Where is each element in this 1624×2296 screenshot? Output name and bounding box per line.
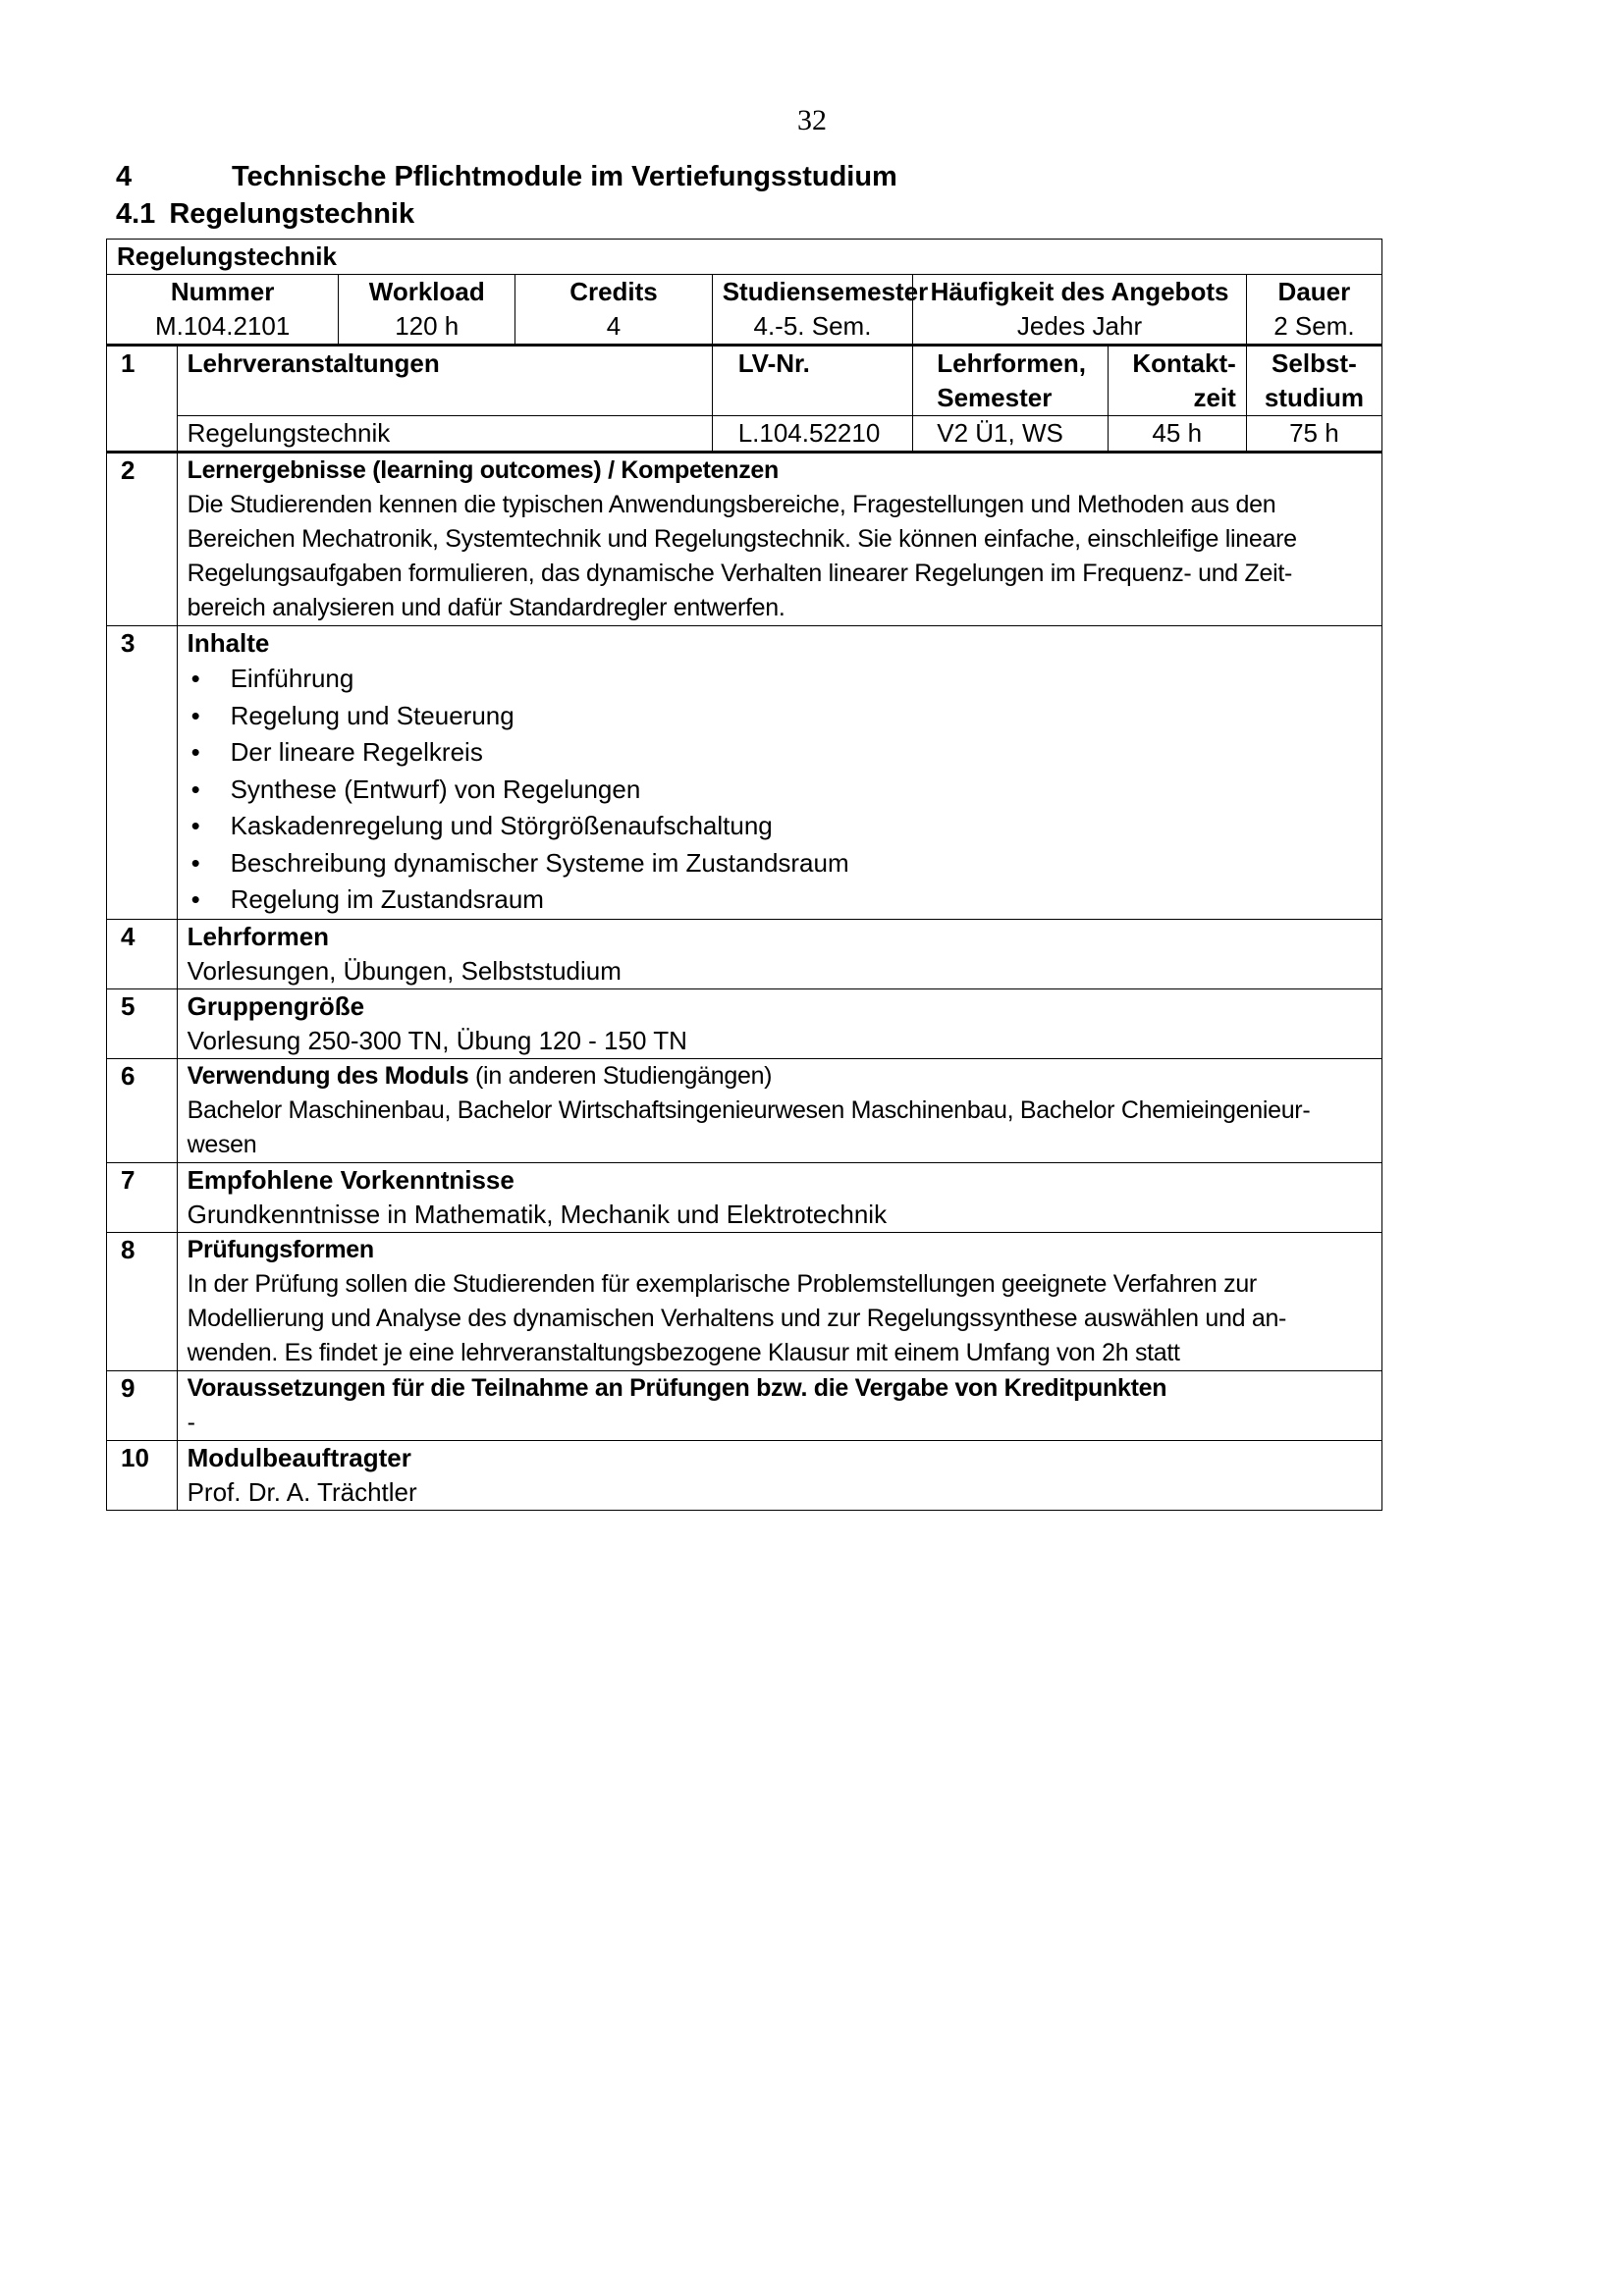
list-item: • Der lineare Regelkreis [188, 734, 1372, 772]
vorkenntnisse-text: Grundkenntnisse in Mathematik, Mechanik und Elektrotechnik [187, 1199, 888, 1229]
module-header-row [107, 275, 1382, 310]
header-haeufigkeit: Häufigkeit des Angebots [913, 275, 1247, 310]
header-workload: Workload [339, 275, 515, 310]
kontakt-header [1108, 346, 1246, 416]
row-verwendung [107, 1058, 1382, 1162]
pruefungsformen-content [177, 1232, 1381, 1370]
section-heading [116, 198, 414, 231]
row-modulbeauftragter [107, 1440, 1382, 1510]
module-name: Regelungstechnik [107, 240, 1382, 275]
row-number-3: 3 [107, 626, 178, 920]
row-number-1: 1 [107, 346, 178, 453]
lernergebnisse-line-1: Die Studierenden kennen die typischen Anwendungsbereiche, Fragestellungen und Methoden aus den [187, 491, 1276, 518]
header-studiensemester: Studiensemester [712, 275, 913, 310]
lehrformen-header [913, 346, 1108, 416]
pruefungsformen-line-3: wenden. Es findet je eine lehrveranstaltungsbezogene Klausur mit einem Umfang von 2h statt [187, 1338, 1180, 1366]
list-item: • Synthese (Entwurf) von Regelungen [188, 772, 1372, 809]
lehrformen-header-line-1: Lehrformen, [937, 348, 1086, 378]
value-credits: 4 [515, 309, 712, 346]
course-name: Regelungstechnik [177, 416, 712, 453]
inhalte-list [188, 661, 1372, 919]
pruefungsformen-title: Prüfungsformen [187, 1235, 374, 1263]
course-selbst: 75 h [1246, 416, 1381, 453]
lernergebnisse-content [177, 453, 1381, 626]
gruppengroesse-title: Gruppengröße [187, 990, 365, 1021]
selbst-header [1246, 346, 1381, 416]
voraussetzungen-title: Voraussetzungen für die Teilnahme an Prüfungen bzw. die Vergabe von Kreditpunkten [187, 1373, 1167, 1402]
row-number-10: 10 [107, 1440, 178, 1510]
lehrformen-header-line-2: Semester [937, 383, 1053, 412]
course-lehrformen: V2 Ü1, WS [913, 416, 1108, 453]
header-credits: Credits [515, 275, 712, 310]
list-item: • Regelung und Steuerung [188, 698, 1372, 735]
list-item: • Beschreibung dynamischer Systeme im Zustandsraum [188, 845, 1372, 882]
lv-course-row [107, 416, 1382, 453]
course-lvnr: L.104.52210 [712, 416, 913, 453]
section-title: Regelungstechnik [169, 198, 415, 230]
row-number-8: 8 [107, 1232, 178, 1370]
list-item: • Kaskadenregelung und Störgrößenaufschaltung [188, 808, 1372, 845]
lernergebnisse-title: Lernergebnisse (learning outcomes) / Kompetenzen [187, 456, 779, 484]
row-lehrformen [107, 919, 1382, 988]
chapter-heading [116, 161, 897, 193]
kontakt-header-line-2: zeit [1193, 383, 1236, 412]
lv-title: Lehrveranstaltungen [177, 346, 712, 416]
lehrformen-title: Lehrformen [187, 921, 330, 951]
chapter-number: 4 [116, 161, 133, 192]
row-vorkenntnisse [107, 1162, 1382, 1232]
lernergebnisse-line-4: bereich analysieren und dafür Standardregler entwerfen. [187, 594, 785, 621]
page-number: 32 [797, 104, 827, 136]
vorkenntnisse-title: Empfohlene Vorkenntnisse [187, 1164, 514, 1195]
kontakt-header-line-1: Kontakt- [1132, 348, 1236, 378]
verwendung-title: Verwendung des Moduls [187, 1061, 469, 1090]
header-dauer: Dauer [1246, 275, 1381, 310]
row-number-9: 9 [107, 1370, 178, 1440]
verwendung-content [177, 1058, 1381, 1162]
header-nummer: Nummer [107, 275, 339, 310]
value-haeufigkeit: Jedes Jahr [913, 309, 1247, 346]
verwendung-line-2: wesen [187, 1130, 257, 1158]
list-item: • Einführung [188, 661, 1372, 698]
pruefungsformen-line-1: In der Prüfung sollen die Studierenden für exemplarische Problemstellungen geeignete Verfahren zur [187, 1269, 1257, 1298]
vorkenntnisse-content [177, 1162, 1381, 1232]
row-inhalte [107, 626, 1382, 920]
row-number-2: 2 [107, 453, 178, 626]
voraussetzungen-text: - [187, 1408, 195, 1436]
row-pruefungsformen [107, 1232, 1382, 1370]
verwendung-line-1: Bachelor Maschinenbau, Bachelor Wirtschaftsingenieurwesen Maschinenbau, Bachelor Chemieingenieur- [187, 1095, 1311, 1124]
lv-header-row [107, 346, 1382, 416]
gruppengroesse-content [177, 988, 1381, 1058]
row-lernergebnisse [107, 453, 1382, 626]
value-nummer: M.104.2101 [107, 309, 339, 346]
lehrformen-content [177, 919, 1381, 988]
voraussetzungen-content [177, 1370, 1381, 1440]
modulbeauftragter-title: Modulbeauftragter [187, 1442, 411, 1472]
course-kontakt: 45 h [1108, 416, 1246, 453]
list-item: • Regelung im Zustandsraum [188, 881, 1372, 919]
row-gruppengroesse [107, 988, 1382, 1058]
lernergebnisse-line-3: Regelungsaufgaben formulieren, das dynamische Verhalten linearer Regelungen im Frequenz- und Zeit- [187, 560, 1293, 587]
value-studiensemester: 4.-5. Sem. [712, 309, 913, 346]
module-table [106, 239, 1382, 1511]
lehrformen-text: Vorlesungen, Übungen, Selbststudium [187, 955, 622, 986]
chapter-title: Technische Pflichtmodule im Vertiefungsstudium [232, 161, 897, 192]
value-workload: 120 h [339, 309, 515, 346]
row-voraussetzungen [107, 1370, 1382, 1440]
modulbeauftragter-text: Prof. Dr. A. Trächtler [187, 1476, 417, 1507]
module-name-row [107, 240, 1382, 275]
row-number-6: 6 [107, 1058, 178, 1162]
pruefungsformen-line-2: Modellierung und Analyse des dynamischen Verhaltens und zur Regelungssynthese auswählen und an- [187, 1304, 1287, 1332]
module-values-row [107, 309, 1382, 346]
row-number-5: 5 [107, 988, 178, 1058]
selbst-header-line-1: Selbst- [1272, 348, 1357, 378]
gruppengroesse-text: Vorlesung 250-300 TN, Übung 120 - 150 TN [187, 1025, 687, 1055]
value-dauer: 2 Sem. [1246, 309, 1381, 346]
lvnr-header: LV-Nr. [712, 346, 913, 416]
row-number-7: 7 [107, 1162, 178, 1232]
selbst-header-line-2: studium [1264, 383, 1364, 412]
section-number: 4.1 [116, 198, 156, 230]
row-number-4: 4 [107, 919, 178, 988]
verwendung-title-suffix: (in anderen Studiengängen) [468, 1061, 773, 1090]
modulbeauftragter-content [177, 1440, 1381, 1510]
verwendung-heading [188, 1059, 1372, 1094]
inhalte-content [177, 626, 1381, 920]
lernergebnisse-line-2: Bereichen Mechatronik, Systemtechnik und Regelungstechnik. Sie können einfache, einschleifige lineare [187, 525, 1297, 553]
inhalte-title: Inhalte [187, 628, 270, 658]
